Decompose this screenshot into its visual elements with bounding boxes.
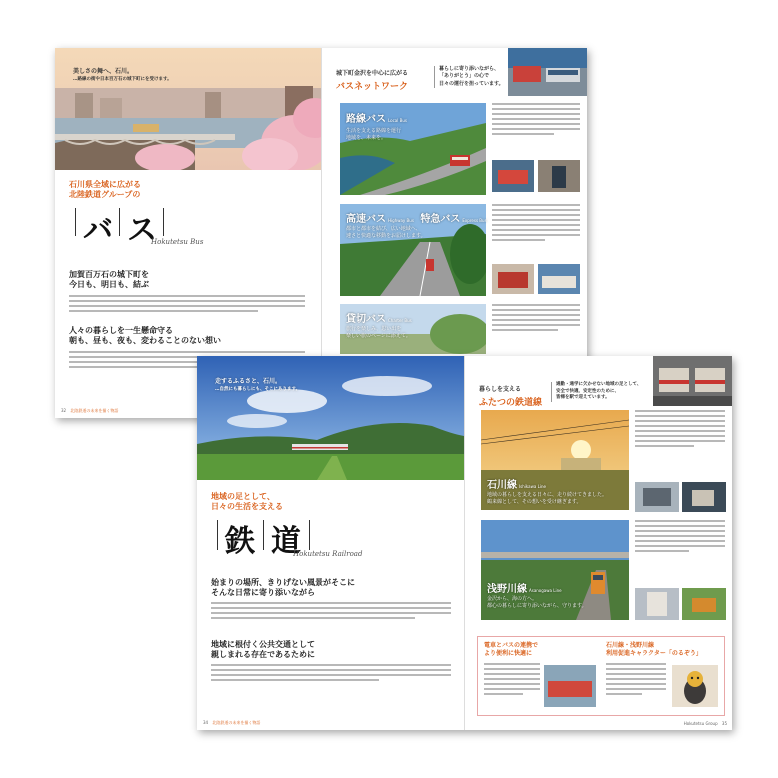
charter-bus-caption: [346, 326, 411, 340]
charter-bus-label-box: [346, 310, 412, 325]
route-bus-caption-line2: 地域を、未来を。: [346, 135, 387, 141]
railway-subhead-line2: 日々の生活を支える: [211, 502, 283, 511]
hero-caption-line2: …路線の街や日本百万石の城下町にを受けます。: [73, 76, 172, 82]
railway-section2-heading-line1: 地域に根付く公共交通として: [211, 640, 315, 649]
railway-section1-heading-line2: そんな日常に寄り添いながら: [211, 588, 315, 598]
rail-intro-line1: 通勤・通学に欠かせない地域の足として、: [556, 382, 642, 387]
express-bus-caption: [346, 226, 426, 240]
railway-title-bracket-left: [217, 520, 218, 550]
ishikawa-line-body: [635, 410, 725, 450]
railway-hero-caption-line1: 走するふるさと、石川。: [215, 378, 282, 385]
express-bus-thumb1: [492, 264, 534, 294]
route-bus-label-box: [346, 110, 407, 125]
railway-subhead-line1: 地域の足として、: [211, 492, 275, 501]
mascot-illustration: [672, 665, 718, 707]
bus-section1-heading: [69, 270, 149, 291]
express-bus-body: [492, 204, 580, 244]
railway-section2-body: [211, 664, 451, 684]
title-bracket-right: [163, 208, 164, 236]
network-heading-line2: バスネットワーク: [336, 82, 409, 92]
ishikawa-line-label-box: [487, 476, 546, 491]
box1-heading: [484, 642, 538, 657]
bus-left-folio: [61, 408, 118, 414]
rail-intro-line3: 皆様を駅で迎えています。: [556, 395, 610, 401]
bottom-info-box: [477, 636, 725, 716]
title-bracket-left: [75, 208, 76, 236]
network-heading-line1: 城下町金沢を中心に広がる: [336, 70, 409, 77]
noruzou-mascot-photo: [672, 665, 718, 707]
network-intro-line1: 暮らしに寄り添いながら、: [439, 66, 500, 72]
bus-depot-photo: [508, 48, 587, 96]
rail-intro-line2: 安全で快適、安定性のために、: [556, 388, 619, 394]
railway-title-char2: 道: [271, 524, 301, 559]
railway-spread: [197, 356, 732, 730]
rail-heading-line1: 暮らしを支える: [479, 386, 522, 393]
railway-section1-body: [211, 602, 451, 622]
railway-right-folio-text: Hokutetsu Group: [683, 721, 718, 726]
hero-caption: [73, 68, 172, 83]
rice-field-train-photo: [197, 356, 464, 480]
box1-body: [484, 663, 540, 698]
asanogawa-thumb2: [682, 588, 726, 620]
railway-hero-caption: [215, 378, 300, 393]
box2-heading-line1: 石川線・浅野川線: [606, 642, 655, 649]
box2-heading-line2: 利用促進キャラクター「のるぞう」: [606, 649, 702, 657]
railway-left-folio-text: 北陸鉄道の未来を描く物語: [212, 720, 261, 725]
railway-left-folio: [203, 720, 260, 726]
railway-left-page: [197, 356, 464, 730]
asanogawa-line-caption-line2: 都心の暮らしに寄り添いながら、守ります。: [487, 603, 587, 609]
ishikawa-line-caption-line1: 地域の暮らしを支える日々に、走り続けてきました。: [487, 492, 608, 498]
railway-section1-heading: [211, 578, 355, 599]
bus-title-char2: ス: [127, 213, 157, 248]
railway-hero-caption-line2: …自然にも暮らしにも、そこにあります。: [215, 386, 301, 392]
express-bus-en1: Highway Bus: [388, 218, 414, 223]
charter-bus-label: 貸切バス: [346, 314, 386, 325]
route-bus-label: 路線バス: [346, 114, 386, 125]
kanazawa-river-sakura-photo: [55, 48, 321, 170]
ishikawa-thumb2: [682, 482, 726, 512]
rice-field-train-illustration: [197, 356, 464, 480]
ishikawa-line-caption-line2: 鶴来線として、その想いを受け継ぎます。: [487, 499, 582, 505]
ishikawa-line-caption: [487, 492, 607, 506]
railway-title-bracket-right: [309, 520, 310, 550]
railway-subhead: [211, 492, 283, 512]
railway-left-folio-number: 34: [203, 720, 209, 725]
bus-title-char1: バ: [83, 213, 113, 248]
railway-title-script: Hokutetsu Railroad: [293, 550, 363, 558]
rail-intro: [551, 382, 656, 402]
bus-subhead-line1: 石川県全域に広がる: [69, 180, 141, 189]
train-bus-transfer-photo: [544, 665, 596, 707]
route-bus-body: [492, 103, 580, 138]
bus-section2-heading: [69, 326, 221, 347]
express-bus-thumb2: [538, 264, 580, 294]
express-bus-caption-line1: 都市と都市を結び、広い地域へ、: [346, 226, 421, 232]
railway-right-folio-number: 35: [721, 721, 727, 726]
asanogawa-line-label: 浅野川線: [487, 584, 527, 595]
bus-title-script: Hokutetsu Bus: [151, 238, 204, 246]
railway-section2-heading: [211, 640, 315, 661]
bus-subhead: [69, 180, 141, 200]
asanogawa-line-caption-line1: 金沢から、海の方へ。: [487, 596, 538, 602]
route-bus-caption: [346, 128, 401, 142]
network-heading: [336, 68, 408, 92]
ishikawa-line-en: Ishikawa Line: [519, 484, 546, 489]
network-intro-line2: 「ありがとう」の心で: [439, 73, 490, 80]
railway-right-folio: [684, 721, 727, 726]
route-bus-caption-line1: 生活を支える路線を運行: [346, 128, 402, 134]
bus-left-folio-number: 32: [61, 408, 67, 413]
bus-section1-body: [69, 295, 305, 315]
bus-depot-illustration: [508, 48, 587, 96]
route-bus-en: Local Bus: [388, 118, 408, 123]
railway-section2-heading-line2: 親しまれる存在であるために: [211, 650, 315, 660]
bus-left-folio-text: 北陸鉄道の未来を描く物語: [70, 408, 119, 413]
network-intro: [434, 66, 519, 88]
bus-subhead-line2: 北陸鉄道グループの: [69, 190, 141, 199]
asanogawa-line-label-box: [487, 580, 562, 595]
train-depot-photo: [653, 356, 732, 406]
asanogawa-line-caption: [487, 596, 587, 610]
asanogawa-thumb1: [635, 588, 679, 620]
network-intro-line3: 日々の運行を担っています。: [439, 80, 504, 87]
railway-right-page: [464, 356, 732, 730]
box1-heading-line1: 電車とバスの連携で: [484, 642, 539, 649]
bus-section2-heading-line2: 朝も、昼も、夜も、変わることのない想い: [69, 336, 221, 346]
charter-bus-en: Charter Bus: [388, 318, 412, 323]
rail-heading-line2: ふたつの鉄道線: [479, 398, 543, 408]
express-bus-caption-line2: 速さと快適な移動をお届けします。: [346, 233, 426, 239]
express-bus-label2: 特急バス: [420, 214, 461, 225]
express-bus-label1: 高速バス: [346, 214, 386, 225]
train-depot-illustration: [653, 356, 732, 406]
charter-bus-body: [492, 304, 580, 334]
box2-body: [606, 663, 666, 698]
railway-title-char1: 鉄: [225, 524, 255, 559]
kanazawa-river-sakura-illustration: [55, 48, 321, 170]
charter-bus-caption-line2: 楽しい旅のページに添えて。: [346, 333, 411, 339]
box1-heading-line2: より便利に快適に: [484, 649, 533, 657]
ishikawa-line-label: 石川線: [487, 480, 517, 491]
asanogawa-line-body: [635, 520, 725, 555]
express-bus-label-box: [346, 210, 487, 225]
bus-section1-heading-line1: 加賀百万石の城下町を: [69, 270, 149, 279]
charter-bus-caption-line1: 旅行を楽しみ、思い出を: [346, 326, 402, 332]
ishikawa-thumb1: [635, 482, 679, 512]
hero-caption-line1: 美しさの舞へ、石川。: [73, 68, 134, 75]
box2-heading: [606, 642, 702, 657]
route-bus-thumb1: [492, 160, 534, 192]
asanogawa-line-en: Asanogawa Line: [529, 588, 562, 593]
bus-section1-heading-line2: 今日も、明日も、結ぶ: [69, 280, 149, 290]
express-bus-en2: Express Bus: [462, 218, 487, 223]
title-bracket-middle: [119, 208, 120, 236]
route-bus-thumb2: [538, 160, 580, 192]
bus-section2-heading-line1: 人々の暮らしを一生懸命守る: [69, 326, 173, 335]
rail-heading: [479, 384, 542, 408]
railway-title-bracket-middle: [263, 520, 264, 550]
railway-section1-heading-line1: 始まりの場所、きりげない風景がそこに: [211, 578, 355, 587]
